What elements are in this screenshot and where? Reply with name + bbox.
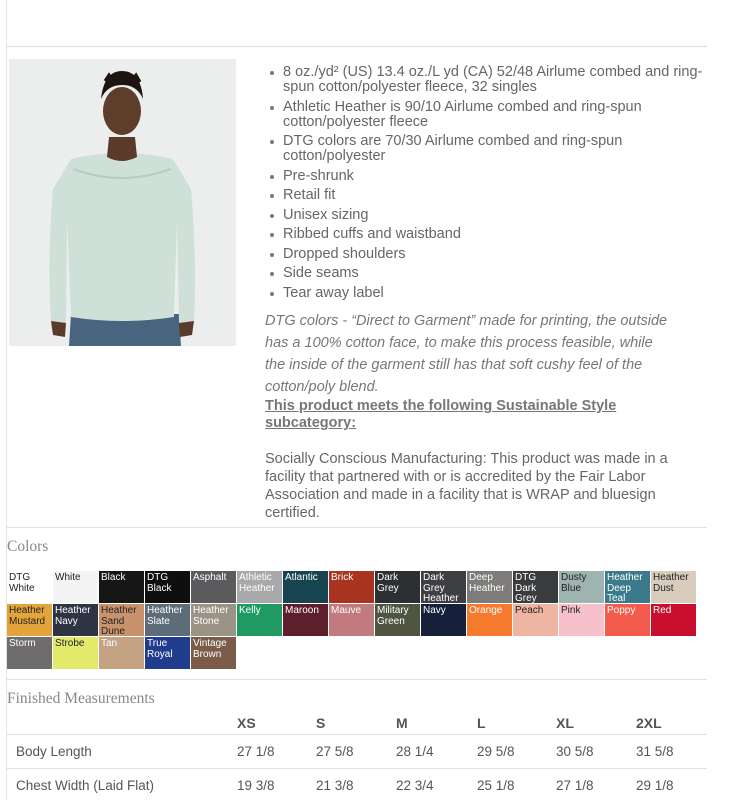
size-header-xl: XL: [556, 715, 574, 731]
feature-item: Retail fit: [283, 188, 703, 203]
color-swatch-dusty-blue[interactable]: Dusty Blue: [559, 571, 604, 603]
measurements-divider: [7, 679, 707, 680]
feature-item: Ribbed cuffs and waistband: [283, 227, 703, 242]
table-cell: 30 5/8: [556, 744, 594, 759]
sustainable-style-heading: This product meets the following Sustainable Style subcategory:: [265, 398, 617, 431]
color-swatch-heather-slate[interactable]: Heather Slate: [145, 604, 190, 636]
color-swatch-poppy[interactable]: Poppy: [605, 604, 650, 636]
color-swatch-navy[interactable]: Navy: [421, 604, 466, 636]
row-label-body-length: Body Length: [16, 744, 92, 759]
product-image: [9, 59, 236, 346]
feature-item: Athletic Heather is 90/10 Airlume combed and ring-spun cotton/polyester fleece: [283, 100, 703, 130]
measurements-title: Finished Measurements: [7, 690, 155, 707]
color-swatch-heather-stone[interactable]: Heather Stone: [191, 604, 236, 636]
color-swatch-pink[interactable]: Pink: [559, 604, 604, 636]
color-swatch-vintage-brown[interactable]: Vintage Brown: [191, 637, 236, 669]
color-swatch-deep-heather[interactable]: Deep Heather: [467, 571, 512, 603]
size-header-s: S: [316, 715, 326, 731]
table-cell: 21 3/8: [316, 778, 354, 793]
size-header-2xl: 2XL: [636, 715, 662, 731]
color-swatch-brick[interactable]: Brick: [329, 571, 374, 603]
color-swatch-tan[interactable]: Tan: [99, 637, 144, 669]
feature-item: Dropped shoulders: [283, 247, 703, 262]
table-cell: 22 3/4: [396, 778, 434, 793]
feature-item: DTG colors are 70/30 Airlume combed and ring-spun cotton/polyester: [283, 134, 703, 164]
feature-item: Tear away label: [283, 286, 703, 301]
feature-item: Side seams: [283, 266, 703, 281]
color-swatch-maroon[interactable]: Maroon: [283, 604, 328, 636]
color-swatch-mauve[interactable]: Mauve: [329, 604, 374, 636]
size-header-m: M: [396, 715, 408, 731]
color-swatch-athletic-heather[interactable]: Athletic Heather: [237, 571, 282, 603]
table-cell: 29 1/8: [636, 778, 674, 793]
color-swatch-dark-grey[interactable]: Dark Grey: [375, 571, 420, 603]
color-swatch-orange[interactable]: Orange: [467, 604, 512, 636]
color-swatch-red[interactable]: Red: [651, 604, 696, 636]
color-swatch-kelly[interactable]: Kelly: [237, 604, 282, 636]
table-cell: 25 1/8: [477, 778, 515, 793]
color-swatch-heather-navy[interactable]: Heather Navy: [53, 604, 98, 636]
color-swatch-black[interactable]: Black: [99, 571, 144, 603]
feature-item: 8 oz./yd² (US) 13.4 oz./L yd (CA) 52/48 Airlume combed and ring-spun cotton/polyester fleece, 32 singles: [283, 64, 703, 95]
color-swatch-atlantic[interactable]: Atlantic: [283, 571, 328, 603]
feature-item: Unisex sizing: [283, 208, 703, 223]
color-swatch-heather-dust[interactable]: Heather Dust: [651, 571, 696, 603]
color-swatch-heather-deep-teal[interactable]: Heather Deep Teal: [605, 571, 650, 603]
color-swatch-dtg-black[interactable]: DTG Black: [145, 571, 190, 603]
color-swatch-military-green[interactable]: Military Green: [375, 604, 420, 636]
size-header-xs: XS: [237, 715, 256, 731]
feature-item: Pre-shrunk: [283, 169, 703, 184]
social-manufacturing-text: Socially Conscious Manufacturing: This product was made in a facility that partnered with or is accredited by the Fair Labor Association and made in a facility that is WRAP and bluesign certified.: [265, 451, 668, 521]
color-swatch-dtg-dark-grey[interactable]: DTG Dark Grey: [513, 571, 558, 603]
table-cell: 31 5/8: [636, 744, 674, 759]
color-swatch-strobe[interactable]: Strobe: [53, 637, 98, 669]
color-swatch-storm[interactable]: Storm: [7, 637, 52, 669]
table-cell: 29 5/8: [477, 744, 515, 759]
header-divider: [7, 46, 707, 47]
table-cell: 19 3/8: [237, 778, 275, 793]
color-swatch-grid: [7, 571, 697, 669]
colors-title: Colors: [7, 538, 49, 555]
feature-list: [265, 65, 703, 305]
dtg-description: DTG colors - “Direct to Garment” made for printing, the outside has a 100% cotton face, to make this process feasible, while the inside of the garment still has that soft cushy feel of the cotton/poly blend.: [265, 313, 668, 395]
row-label-chest-width: Chest Width (Laid Flat): [16, 778, 155, 793]
color-swatch-true-royal[interactable]: True Royal: [145, 637, 190, 669]
color-swatch-white[interactable]: White: [53, 571, 98, 603]
color-swatch-heather-mustard[interactable]: Heather Mustard: [7, 604, 52, 636]
page-left-border: [6, 0, 7, 800]
table-cell: 28 1/4: [396, 744, 434, 759]
color-swatch-heather-sand-dune[interactable]: Heather Sand Dune: [99, 604, 144, 636]
color-swatch-asphalt[interactable]: Asphalt: [191, 571, 236, 603]
table-header-divider: [7, 734, 707, 735]
color-swatch-dtg-white[interactable]: DTG White: [7, 571, 52, 603]
color-swatch-peach[interactable]: Peach: [513, 604, 558, 636]
table-cell: 27 1/8: [237, 744, 275, 759]
colors-divider: [7, 527, 707, 528]
color-swatch-dark-grey-heather[interactable]: Dark Grey Heather: [421, 571, 466, 603]
table-row-divider: [7, 768, 707, 769]
size-header-l: L: [477, 715, 486, 731]
table-cell: 27 1/8: [556, 778, 594, 793]
table-cell: 27 5/8: [316, 744, 354, 759]
